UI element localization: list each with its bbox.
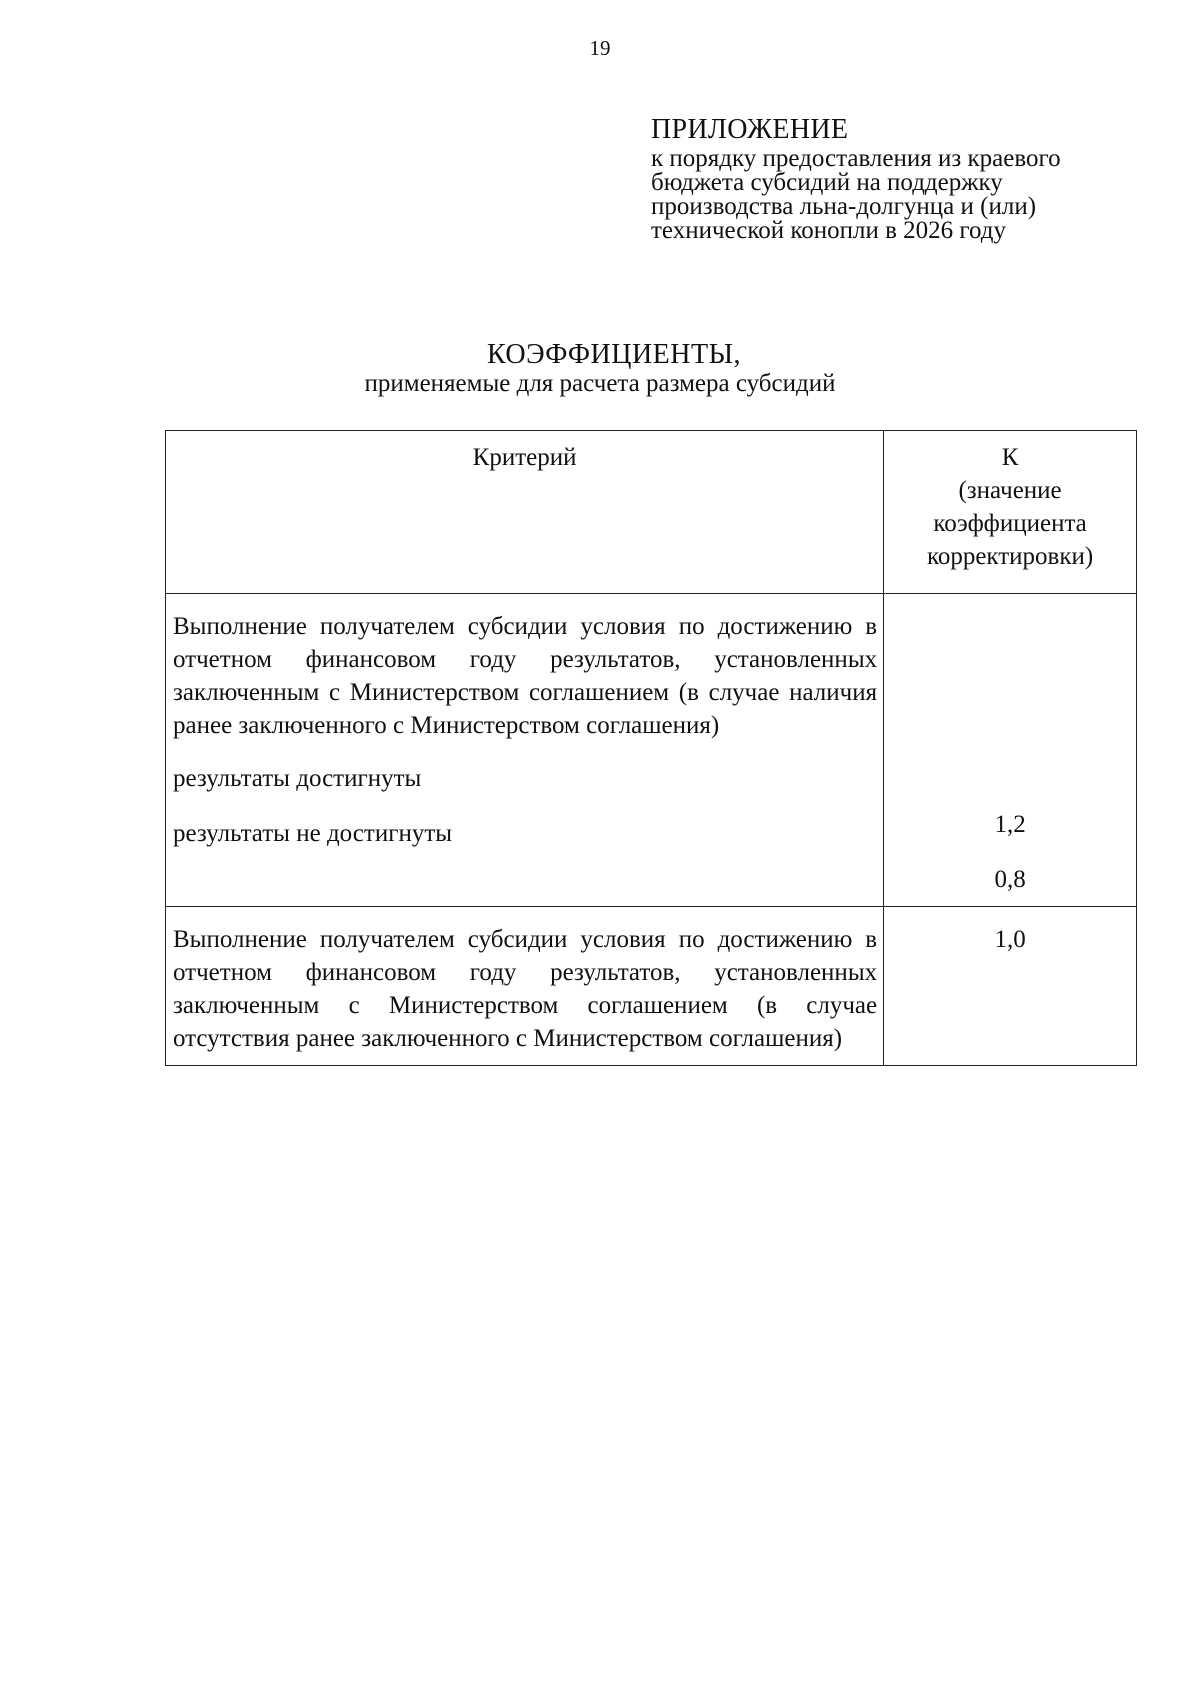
page-number: 19	[589, 36, 611, 60]
criteria-text: Выполнение получателем субсидии условия по достижению в отчетном финансовом году результатов, установленных заключенным с Министерством соглашением (в случае наличия ранее заключенного с Министерством соглашения)	[173, 613, 878, 739]
k-cell	[884, 907, 1137, 1066]
table-header-row	[166, 431, 1137, 594]
criteria-cell	[166, 907, 884, 1066]
appendix-line: производства льна-долгунца и (или)	[651, 193, 1037, 220]
heading-title: КОЭФФИЦИЕНТЫ,	[486, 339, 742, 370]
k-value: 1,2	[994, 811, 1026, 838]
appendix-block	[651, 113, 1151, 243]
document-heading	[0, 340, 1200, 398]
appendix-line: бюджета субсидий на поддержку	[651, 169, 1003, 196]
heading-subtitle: применяемые для расчета размера субсидий	[364, 370, 836, 397]
k-value: 1,0	[994, 926, 1026, 953]
appendix-line: к порядку предоставления из краевого	[651, 145, 1061, 172]
option-label: результаты не достигнуты	[173, 820, 453, 847]
table-row	[166, 594, 1137, 907]
table-row	[166, 907, 1137, 1066]
criteria-text: Выполнение получателем субсидии условия по достижению в отчетном финансовом году результатов, установленных заключенным с Министерством соглашением (в случае отсутствия ранее заключенного с Министерством соглашения)	[173, 926, 878, 1052]
criteria-cell	[166, 594, 884, 907]
appendix-title: ПРИЛОЖЕНИЕ	[651, 114, 849, 145]
k-value: 0,8	[994, 866, 1026, 893]
header-k: К (значение коэффициента корректировки)	[884, 431, 1137, 594]
appendix-line: технической конопли в 2026 году	[651, 217, 1007, 244]
coefficients-table	[165, 430, 1137, 1066]
k-cell	[884, 594, 1137, 907]
option-label: результаты достигнуты	[173, 765, 422, 792]
header-criteria: Критерий	[166, 431, 884, 594]
